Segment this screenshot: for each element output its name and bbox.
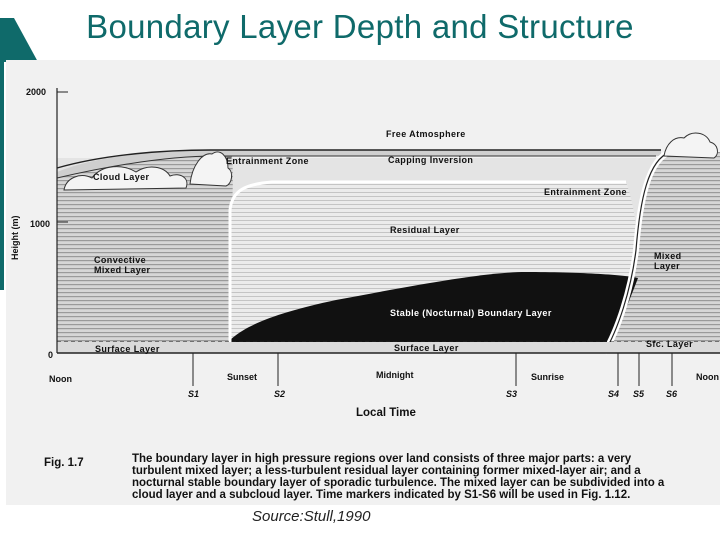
time-label-sunset: Sunset [227, 372, 258, 382]
label-entrainment-zone-top: Entrainment Zone [226, 156, 309, 166]
time-label-noon-end: Noon [696, 372, 719, 382]
label-surface-layer-left: Surface Layer [95, 344, 160, 354]
cumulus-cloud-right [664, 133, 717, 158]
x-axis-label: Local Time [356, 407, 416, 419]
label-surface-layer-center: Surface Layer [394, 343, 459, 353]
boundary-layer-figure [6, 60, 720, 505]
source-citation: Source:Stull,1990 [252, 508, 371, 525]
label-layer-right: Layer [654, 261, 681, 271]
y-tick-label-2000: 2000 [26, 87, 47, 97]
label-mixed: Mixed [654, 251, 682, 261]
figure-label: Fig. 1.7 [44, 457, 84, 469]
time-label-sunrise: Sunrise [531, 372, 565, 382]
label-free-atmosphere: Free Atmosphere [386, 129, 466, 139]
time-label-noon: Noon [49, 374, 72, 384]
label-sfc-layer: Sfc. Layer [646, 339, 694, 349]
label-convective: Convective [94, 255, 147, 265]
time-label-midnight: Midnight [376, 370, 414, 380]
slide-title: Boundary Layer Depth and Structure [86, 8, 634, 45]
marker-s2: S2 [274, 389, 286, 399]
marker-s1: S1 [188, 389, 200, 399]
y-axis-label: Height (m) [10, 215, 20, 260]
marker-s3: S3 [506, 389, 518, 399]
label-stable-boundary-layer: Stable (Nocturnal) Boundary Layer [390, 308, 552, 318]
label-mixed-layer-left: Mixed Layer [94, 265, 151, 275]
left-accent-bar [0, 60, 4, 290]
caption-line-2: turbulent mixed layer; a less-turbulent residual layer containing former mixed-layer air; and a [132, 465, 641, 477]
label-residual-layer: Residual Layer [390, 225, 460, 235]
y-tick-label-1000: 1000 [30, 219, 51, 229]
label-capping-inversion: Capping Inversion [388, 155, 474, 165]
caption-line-4: cloud layer and a subcloud layer. Time markers indicated by S1-S6 will be used in Fig. 1.12. [132, 489, 631, 501]
marker-s4: S4 [608, 389, 620, 399]
caption-line-1: The boundary layer in high pressure regions over land consists of three major parts: a very [132, 453, 632, 465]
y-tick-label-0: 0 [48, 350, 54, 360]
marker-s6: S6 [666, 389, 678, 399]
caption-line-3: nocturnal stable boundary layer of sporadic turbulence. The mixed layer can be subdivided into a [132, 477, 665, 489]
label-entrainment-zone-right: Entrainment Zone [544, 187, 627, 197]
label-cloud-layer: Cloud Layer [93, 172, 150, 182]
boundary-layer-diagram [6, 60, 720, 505]
marker-s5: S5 [633, 389, 645, 399]
